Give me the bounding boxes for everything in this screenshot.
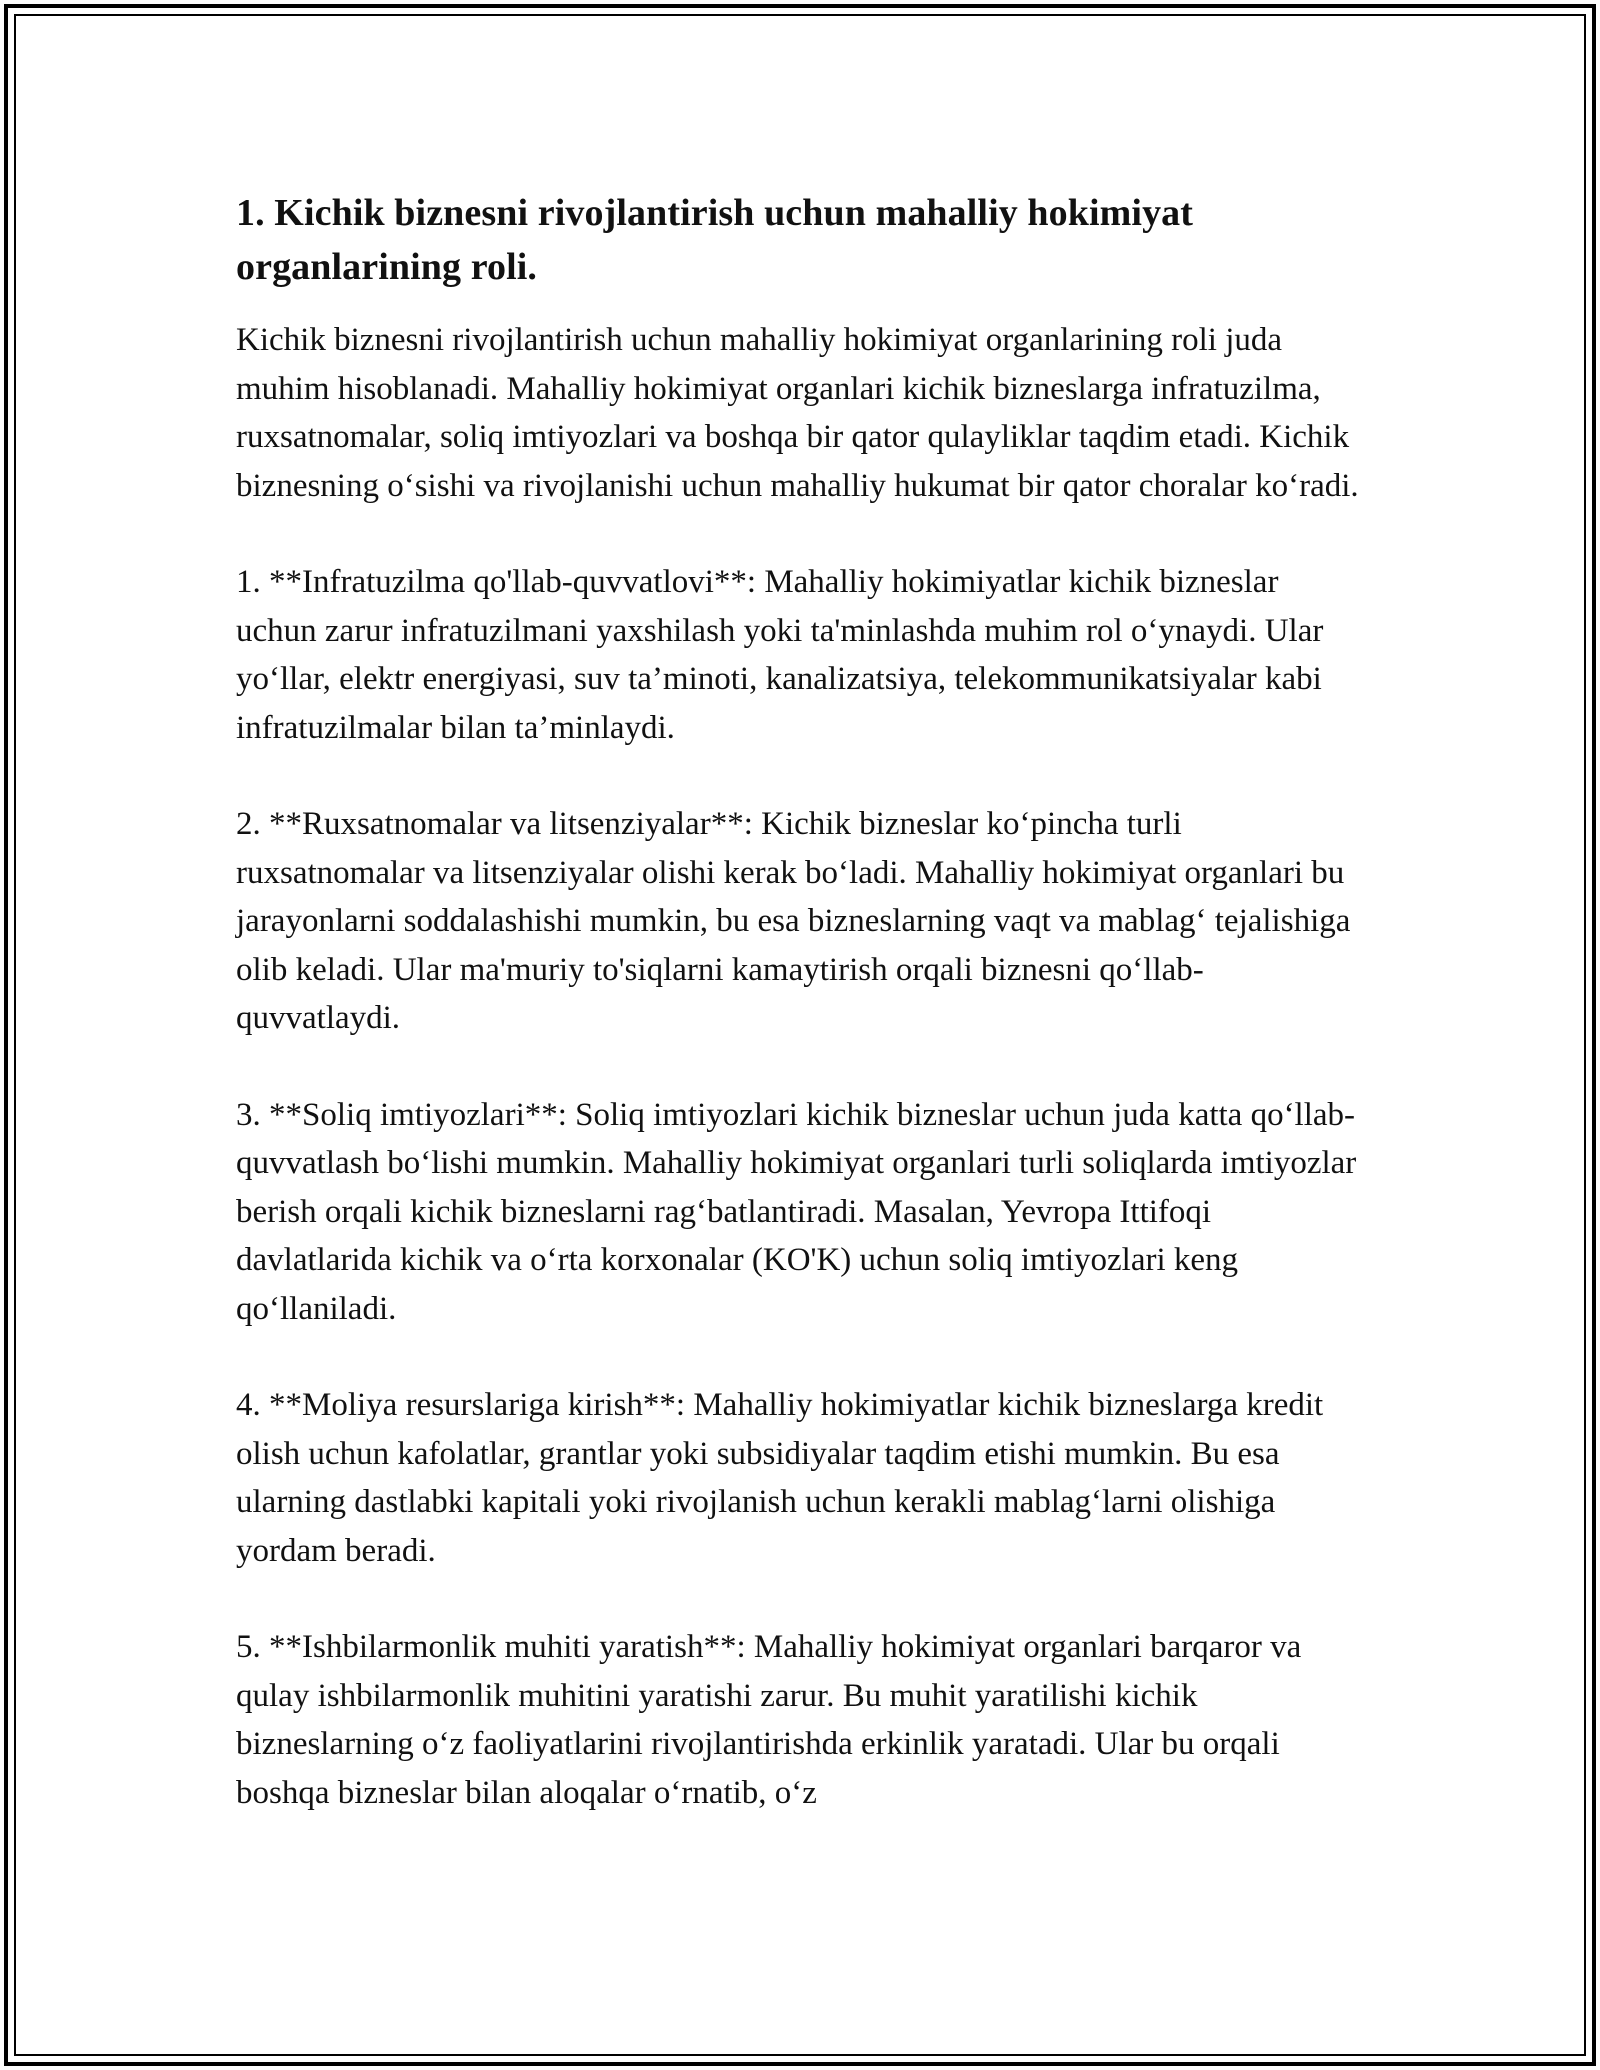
paragraph-finance-access: 4. **Moliya resurslariga kirish**: Mahalliy hokimiyatlar kichik bizneslarga kredit olish uchun kafolatlar, grantlar yoki subsidiyalar taqdim etishi mumkin. Bu esa ularning dastlabki kapitali yoki rivojlanish uchun kerakli mablag‘larni olishiga yordam beradi. <box>236 1387 1324 1569</box>
paragraph-tax-benefits: 3. **Soliq imtiyozlari**: Soliq imtiyozlari kichik bizneslar uchun juda katta qo‘llab-quvvatlash bo‘lishi mumkin. Mahalliy hokimiyat organlari turli soliqlarda imtiyozlar berish orqali kichik bizneslarni rag‘batlantiradi. Masalan, Yevropa Ittifoqi davlatlarida kichik va o‘rta korxonalar (KO'K) uchun soliq imtiyozlari keng qo‘llaniladi. <box>236 1096 1357 1327</box>
section-heading: 1. Kichik biznesni rivojlantirish uchun mahalliy hokimiyat organlarining roli. <box>236 192 1194 288</box>
paragraph-permits: 2. **Ruxsatnomalar va litsenziyalar**: Kichik bizneslar ko‘pincha turli ruxsatnomalar va litsenziyalar olishi kerak bo‘ladi. Mahalliy hokimiyat organlari bu jarayonlarni soddalashishi mumkin, bu esa bizneslarning vaqt va mablag‘ tejalishiga olib keladi. Ular ma'muriy to'siqlarni kamaytirish orqali biznesni qo‘llab-quvvatlaydi. <box>236 806 1351 1036</box>
paragraph-infrastructure: 1. **Infratuzilma qo'llab-quvvatlovi**: Mahalliy hokimiyatlar kichik bizneslar uchun zarur infratuzilmani yaxshilash yoki ta'minlashda muhim rol o‘ynaydi. Ular yo‘llar, elektr energiyasi, suv ta’minoti, kanalizatsiya, telekommunikatsiyalar kabi infratuzilmalar bilan ta’minlaydi. <box>236 564 1324 746</box>
intro-paragraph: Kichik biznesni rivojlantirish uchun mahalliy hokimiyat organlarining roli juda muhim hisoblanadi. Mahalliy hokimiyat organlari kichik bizneslarga infratuzilma, ruxsatnomalar, soliq imtiyozlari va boshqa bir qator qulayliklar taqdim etadi. Kichik biznesning o‘sishi va rivojlanishi uchun mahalliy hukumat bir qator choralar ko‘radi. <box>236 322 1359 504</box>
paragraph-business-environment: 5. **Ishbilarmonlik muhiti yaratish**: Mahalliy hokimiyat organlari barqaror va qulay ishbilarmonlik muhitini yaratishi zarur. Bu muhit yaratilishi kichik bizneslarning o‘z faoliyatlarini rivojlantirishda erkinlik yaratadi. Ular bu orqali boshqa bizneslar bilan aloqalar o‘rnatib, o‘z <box>236 1629 1302 1811</box>
document-body <box>236 186 1366 1865</box>
